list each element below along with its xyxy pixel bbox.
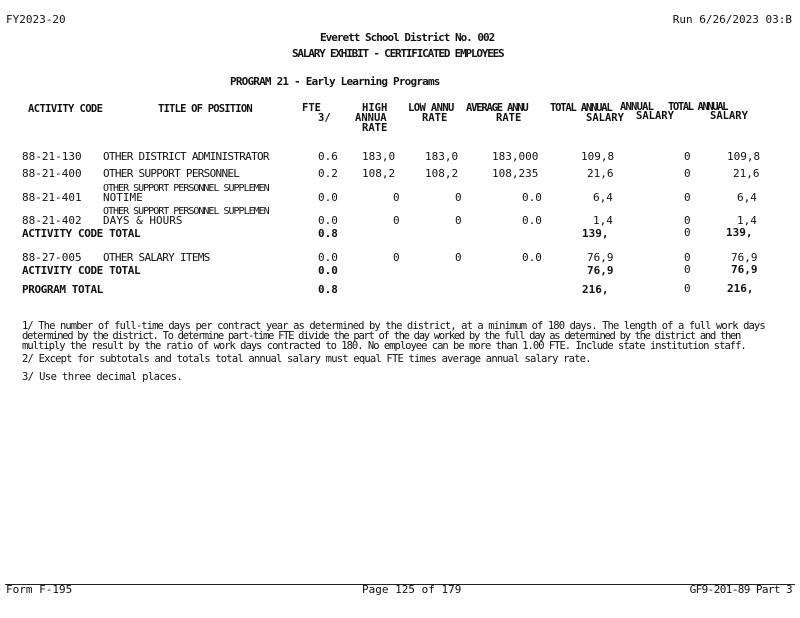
row-total-salary: 76,9 bbox=[587, 251, 614, 264]
district-name: Everett School District No. 002 bbox=[320, 31, 495, 44]
footnote-2: 2/ Except for subtotals and totals total annual salary must equal FTE times average annual salary rate. bbox=[22, 353, 591, 365]
program-total-fte: 0.8 bbox=[318, 283, 338, 296]
row-low-rate: 108,2 bbox=[425, 167, 459, 180]
col-fte: FTE bbox=[302, 102, 321, 114]
program-label: PROGRAM 21 - Early Learning Programs bbox=[230, 75, 440, 88]
col-low-2: RATE bbox=[422, 112, 448, 124]
row-low-rate: 0 bbox=[455, 191, 462, 204]
col-total-2: SALARY bbox=[586, 112, 624, 124]
row-activity-code: 88-21-400 bbox=[22, 167, 82, 180]
footnote-3: 3/ Use three decimal places. bbox=[22, 371, 183, 383]
subtotal-annual-salary: 0 bbox=[684, 263, 691, 276]
row-annual-salary-2: 21,6 bbox=[733, 167, 760, 180]
subtotal-fte: 0.8 bbox=[318, 227, 338, 240]
row-avg-rate: 183,000 bbox=[492, 150, 539, 163]
col-high-2: ANNUA bbox=[355, 112, 387, 124]
report-title: SALARY EXHIBIT - CERTIFICATED EMPLOYEES bbox=[292, 47, 504, 60]
row-high-rate: 0 bbox=[393, 214, 400, 227]
subtotal-fte: 0.0 bbox=[318, 264, 338, 277]
row-annual-salary-2: 6,4 bbox=[737, 191, 757, 204]
col-annual-1: ANNUAL bbox=[620, 101, 654, 113]
row-annual-salary: 0 bbox=[684, 167, 691, 180]
row-fte: 0.2 bbox=[318, 167, 338, 180]
footnote-1: 1/ The number of full-time days per contract year as determined by the district, at a minimum of 180 days. The length of a full work days bbox=[22, 320, 765, 332]
subtotal-label: ACTIVITY CODE TOTAL bbox=[22, 227, 141, 240]
col-high-1: HIGH bbox=[362, 102, 388, 114]
col-avg-2: RATE bbox=[496, 112, 522, 124]
row-title-line-2: DAYS & HOURS bbox=[103, 214, 183, 227]
row-high-rate: 108,2 bbox=[362, 167, 396, 180]
subtotal-total-salary: 76,9 bbox=[587, 264, 614, 277]
row-title: OTHER SUPPORT PERSONNEL SUPPLEMEN bbox=[103, 206, 269, 217]
program-total-annual-salary: 0 bbox=[684, 282, 691, 295]
program-total-annual-salary-2: 216, bbox=[727, 282, 754, 295]
row-low-rate: 0 bbox=[455, 214, 462, 227]
row-title: OTHER DISTRICT ADMINISTRATOR bbox=[103, 150, 269, 163]
footer-form: Form F-195 bbox=[6, 583, 73, 596]
row-total-salary: 6,4 bbox=[593, 191, 613, 204]
row-total-salary: 109,8 bbox=[581, 150, 615, 163]
col-avg-1: AVERAGE ANNU bbox=[466, 102, 528, 114]
row-total-salary: 21,6 bbox=[587, 167, 614, 180]
row-annual-salary-2: 76,9 bbox=[731, 251, 758, 264]
row-avg-rate: 0.0 bbox=[522, 214, 542, 227]
row-annual-salary: 0 bbox=[684, 251, 691, 264]
row-fte: 0.0 bbox=[318, 251, 338, 264]
col-annual2-2: SALARY bbox=[710, 110, 748, 122]
row-fte: 0.6 bbox=[318, 150, 338, 163]
row-low-rate: 183,0 bbox=[425, 150, 459, 163]
footnote-1-cont: determined by the district. To determine part-time FTE divide the part of the day worked by the full day as determined by the district and then bbox=[22, 330, 741, 342]
col-total-1: TOTAL ANNUAL bbox=[550, 102, 612, 114]
footer-page: Page 125 of 179 bbox=[362, 583, 462, 596]
row-fte: 0.0 bbox=[318, 214, 338, 227]
row-activity-code: 88-21-130 bbox=[22, 150, 82, 163]
row-activity-code: 88-21-402 bbox=[22, 214, 82, 227]
col-fte-note: 3/ bbox=[318, 112, 331, 124]
footer-code: GF9-201-89 Part 3 bbox=[689, 583, 792, 596]
col-annual-2: SALARY bbox=[636, 110, 674, 122]
row-low-rate: 0 bbox=[455, 251, 462, 264]
row-high-rate: 0 bbox=[393, 191, 400, 204]
row-annual-salary-2: 1,4 bbox=[737, 214, 757, 227]
row-activity-code: 88-27-005 bbox=[22, 251, 82, 264]
row-annual-salary: 0 bbox=[684, 150, 691, 163]
col-annual2-1: TOTAL ANNUAL bbox=[668, 101, 728, 113]
row-annual-salary: 0 bbox=[684, 191, 691, 204]
row-total-salary: 1,4 bbox=[593, 214, 613, 227]
subtotal-annual-salary-2: 139, bbox=[726, 226, 753, 239]
row-fte: 0.0 bbox=[318, 191, 338, 204]
program-total-label: PROGRAM TOTAL bbox=[22, 283, 103, 296]
footnote-1-cont-2: multiply the result by the ratio of work days contracted to 180. No employee can be more than 1.00 FTE. Include state institution staff. bbox=[22, 340, 746, 352]
fiscal-year: FY2023-20 bbox=[6, 13, 66, 26]
row-avg-rate: 0.0 bbox=[522, 191, 542, 204]
row-annual-salary-2: 109,8 bbox=[727, 150, 761, 163]
row-title: OTHER SUPPORT PERSONNEL bbox=[103, 167, 240, 180]
row-title-line-2: NOTIME bbox=[103, 191, 143, 204]
row-annual-salary: 0 bbox=[684, 214, 691, 227]
col-low-1: LOW ANNU bbox=[408, 102, 454, 114]
subtotal-annual-salary: 0 bbox=[684, 226, 691, 239]
subtotal-label: ACTIVITY CODE TOTAL bbox=[22, 264, 141, 277]
subtotal-total-salary: 139, bbox=[582, 227, 609, 240]
col-high-3: RATE bbox=[362, 122, 388, 134]
row-title: OTHER SALARY ITEMS bbox=[103, 251, 210, 264]
program-total-salary: 216, bbox=[582, 283, 609, 296]
row-avg-rate: 108,235 bbox=[492, 167, 539, 180]
col-title-of-position: TITLE OF POSITION bbox=[158, 103, 252, 115]
row-avg-rate: 0.0 bbox=[522, 251, 542, 264]
run-timestamp: Run 6/26/2023 03:B bbox=[672, 13, 792, 26]
col-activity-code: ACTIVITY CODE bbox=[28, 103, 103, 115]
row-high-rate: 0 bbox=[393, 251, 400, 264]
row-title: OTHER SUPPORT PERSONNEL SUPPLEMEN bbox=[103, 183, 269, 194]
subtotal-annual-salary-2: 76,9 bbox=[731, 263, 758, 276]
row-activity-code: 88-21-401 bbox=[22, 191, 82, 204]
row-high-rate: 183,0 bbox=[362, 150, 396, 163]
